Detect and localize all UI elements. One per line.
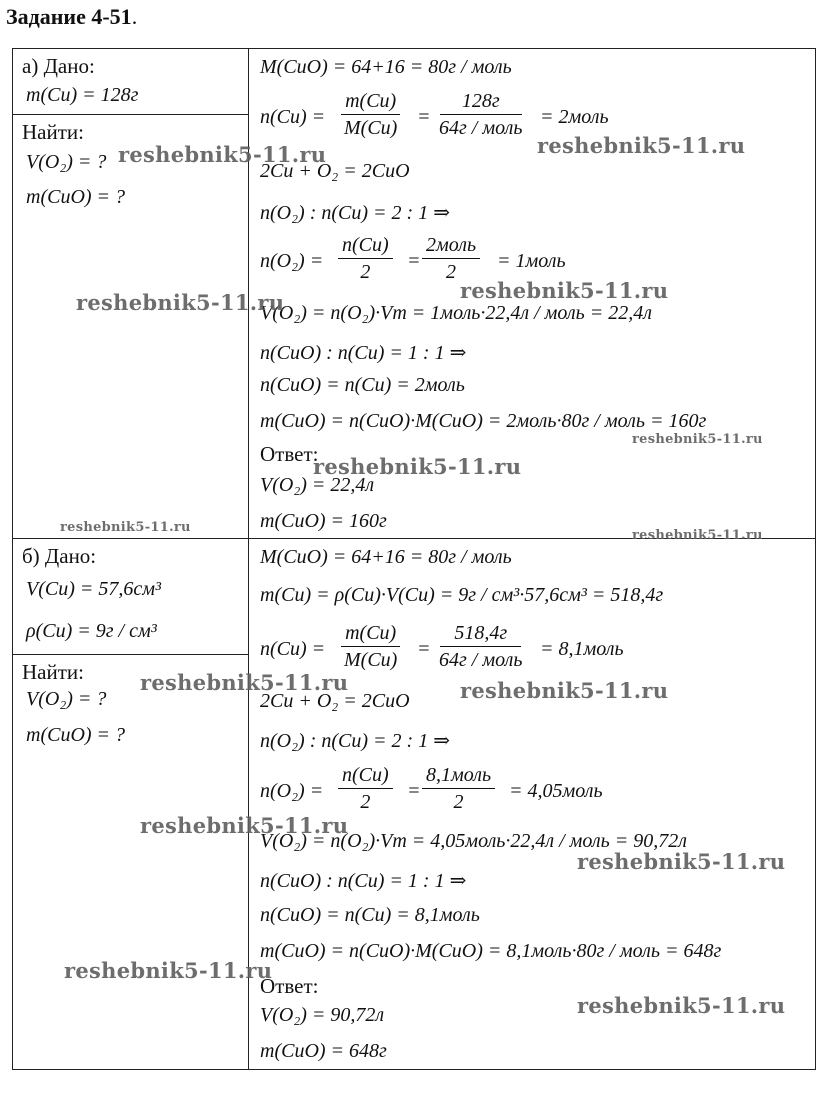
fraction-b-1-num: m(Cu) <box>341 620 400 647</box>
solution-a-line-reaction: 2Cu + O₂ = 2CuO <box>260 160 410 182</box>
watermark: reshebnik5-11.ru <box>632 432 763 447</box>
fraction-b-4-num: 8,1моль <box>422 762 495 789</box>
fraction-a-2-den: 64г / моль <box>439 117 523 139</box>
solution-b-line-volume: V(O₂) = n(O₂)·Vm = 4,05моль·22,4л / моль = 90,72л <box>260 830 687 852</box>
solution-a-ncu-lhs: n(Cu) = <box>260 106 326 128</box>
answer-label-a: Ответ: <box>260 442 319 466</box>
given-label-a: а) Дано: <box>22 54 95 78</box>
find-label-a: Найти: <box>22 120 84 144</box>
task-title: Задание 4-51. <box>6 4 138 29</box>
given-find-divider-b <box>12 654 248 655</box>
table-divider-vertical <box>248 48 249 1070</box>
solution-b-line-1: M(CuO) = 64+16 = 80г / моль <box>260 546 512 568</box>
table-border-bottom <box>12 1069 816 1070</box>
fraction-a-3-num: n(Cu) <box>338 232 393 259</box>
answer-b-2: m(CuO) = 648г <box>260 1040 387 1062</box>
eq-sign-b-1: = <box>417 638 431 660</box>
solution-b-no2-result: = 4,05моль <box>509 780 603 802</box>
watermark: reshebnik5-11.ru <box>118 142 327 167</box>
fraction-a-3-den: 2 <box>360 261 371 283</box>
solution-b-line-reaction: 2Cu + O₂ = 2CuO <box>260 690 410 712</box>
given-find-divider-a <box>12 114 248 115</box>
watermark: reshebnik5-11.ru <box>60 520 191 535</box>
watermark: reshebnik5-11.ru <box>537 133 746 158</box>
find-value-a-2: m(CuO) = ? <box>26 186 126 208</box>
solution-b-line-ncuo: n(CuO) = n(Cu) = 8,1моль <box>260 904 480 926</box>
given-value-b-2: ρ(Cu) = 9г / см³ <box>26 620 157 642</box>
find-value-b-1: V(O₂) = ? <box>26 688 107 710</box>
answer-b-1: V(O₂) = 90,72л <box>260 1004 385 1026</box>
given-value-b-1: V(Cu) = 57,6см³ <box>26 578 162 600</box>
fraction-a-3 <box>338 232 393 285</box>
solution-a-line-ratio: n(O₂) : n(Cu) = 2 : 1 ⇒ <box>260 202 450 224</box>
fraction-b-4-den: 2 <box>453 791 464 813</box>
watermark: reshebnik5-11.ru <box>76 290 285 315</box>
find-value-b-2: m(CuO) = ? <box>26 724 126 746</box>
fraction-b-3-den: 2 <box>360 791 371 813</box>
watermark: reshebnik5-11.ru <box>577 993 786 1018</box>
solution-b-line-ratio-2: n(CuO) : n(Cu) = 1 : 1 ⇒ <box>260 870 467 892</box>
solution-b-ncu-lhs: n(Cu) = <box>260 638 326 660</box>
find-label-b: Найти: <box>22 660 84 684</box>
fraction-a-2-num: 128г <box>440 88 522 115</box>
fraction-a-4-den: 2 <box>446 261 457 283</box>
fraction-a-4-num: 2моль <box>422 232 480 259</box>
fraction-a-1-num: m(Cu) <box>341 88 400 115</box>
table-border-top <box>12 48 816 49</box>
eq-sign-a-2: = <box>407 250 421 272</box>
fraction-b-2-num: 518,4г <box>440 620 521 647</box>
solution-a-no2-result: = 1моль <box>497 250 566 272</box>
solution-a-line-mcuo: m(CuO) = n(CuO)·M(CuO) = 2моль·80г / моль = 160г <box>260 410 707 432</box>
solution-a-ncu-result: = 2моль <box>540 106 609 128</box>
fraction-b-4 <box>422 762 495 815</box>
fraction-a-1-den: M(Cu) <box>344 117 398 139</box>
watermark: reshebnik5-11.ru <box>460 678 669 703</box>
watermark: reshebnik5-11.ru <box>140 670 349 695</box>
solution-a-line-volume: V(O₂) = n(O₂)·Vm = 1моль·22,4л / моль = 22,4л <box>260 302 652 324</box>
watermark: reshebnik5-11.ru <box>460 278 669 303</box>
solution-a-no2-lhs: n(O₂) = <box>260 250 324 272</box>
given-label-b: б) Дано: <box>22 544 97 568</box>
watermark: reshebnik5-11.ru <box>140 813 349 838</box>
watermark: reshebnik5-11.ru <box>64 958 273 983</box>
answer-label-b: Ответ: <box>260 974 319 998</box>
solution-b-line-mass: m(Cu) = ρ(Cu)·V(Cu) = 9г / см³·57,6см³ = 518,4г <box>260 584 664 606</box>
solution-b-ncu-result: = 8,1моль <box>540 638 624 660</box>
answer-a-1: V(O₂) = 22,4л <box>260 474 375 496</box>
solution-b-line-mcuo: m(CuO) = n(CuO)·M(CuO) = 8,1моль·80г / моль = 648г <box>260 940 722 962</box>
fraction-b-1 <box>340 620 401 673</box>
solution-table <box>12 48 816 1070</box>
solution-b-no2-lhs: n(O₂) = <box>260 780 324 802</box>
fraction-a-1 <box>340 88 401 141</box>
find-value-a-1: V(O₂) = ? <box>26 151 107 173</box>
fraction-a-2 <box>435 88 526 141</box>
watermark: reshebnik5-11.ru <box>577 849 786 874</box>
table-border-left <box>12 48 13 1070</box>
watermark: reshebnik5-11.ru <box>632 528 763 543</box>
answer-a-2: m(CuO) = 160г <box>260 510 387 532</box>
eq-sign-a-1: = <box>417 106 431 128</box>
fraction-b-2 <box>435 620 526 673</box>
solution-a-line-ncuo: n(CuO) = n(Cu) = 2моль <box>260 374 465 396</box>
fraction-b-2-den: 64г / моль <box>439 649 523 671</box>
solution-b-line-ratio: n(O₂) : n(Cu) = 2 : 1 ⇒ <box>260 730 450 752</box>
fraction-b-3-num: n(Cu) <box>338 762 393 789</box>
fraction-b-3 <box>338 762 393 815</box>
fraction-b-1-den: M(Cu) <box>344 649 398 671</box>
eq-sign-b-2: = <box>407 780 421 802</box>
watermark: reshebnik5-11.ru <box>313 454 522 479</box>
solution-a-line-ratio-2: n(CuO) : n(Cu) = 1 : 1 ⇒ <box>260 342 467 364</box>
solution-a-line-1: M(CuO) = 64+16 = 80г / моль <box>260 56 512 78</box>
given-value-a-1: m(Cu) = 128г <box>26 84 139 106</box>
